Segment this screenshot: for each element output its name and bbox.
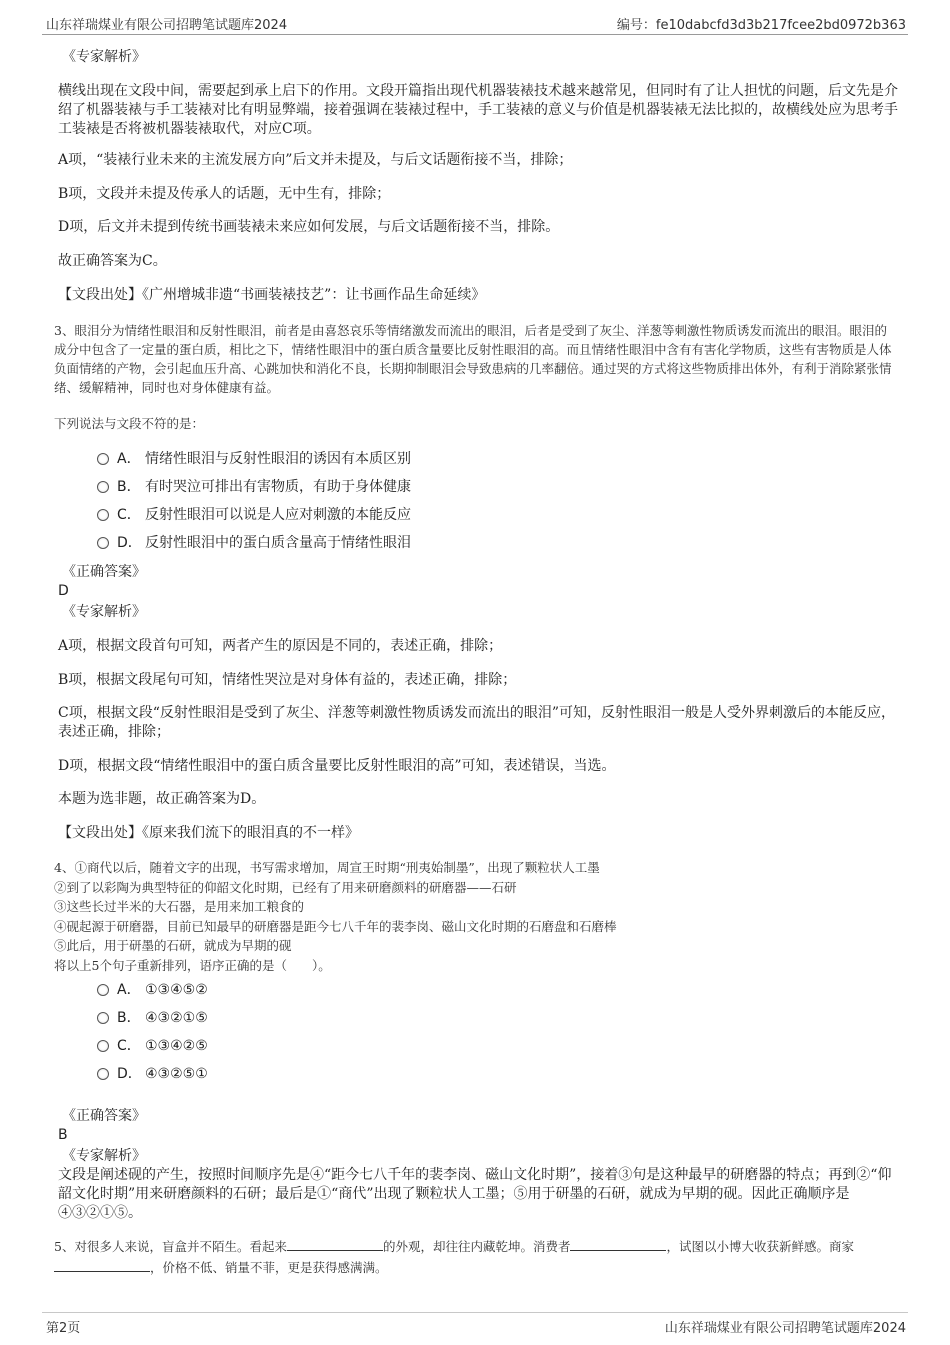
q4-sentence-1: 4、①商代以后，随着文字的出现，书写需求增加，周宣王时期“刑夷始制墨”，出现了颗粒状人工墨 (54, 860, 600, 875)
radio-button-icon[interactable] (97, 1068, 109, 1080)
page-number: 第2页 (46, 1321, 81, 1336)
q5-stem: 5、对很多人来说，盲盒并不陌生。看起来 的外观，却往往内藏乾坤。消费者 ，试图以小博大收获新鲜感。商家，价格不低、销量不菲，更是获得感满满。 (54, 1239, 854, 1275)
q3-option-a[interactable]: A． 情绪性眼泪与反射性眼泪的诱因有本质区别 (97, 449, 411, 469)
radio-button-icon[interactable] (97, 984, 109, 996)
radio-button-icon[interactable] (97, 1040, 109, 1052)
q4-option-c[interactable]: C． ①③④②⑤ (97, 1036, 208, 1056)
page-footer (42, 1312, 908, 1339)
q2-option-d-analysis: D项，后文并未提到传统书画装裱未来应如何发展，与后文话题衔接不当，排除。 (58, 219, 560, 235)
q3-stem: 3、眼泪分为情绪性眼泪和反射性眼泪，前者是由喜怒哀乐等情绪激发而流出的眼泪，后者是受到了灰尘、洋葱等刺激性物质诱发而流出的眼泪。眼泪的成分中包含了一定量的蛋白质，相比之下，情绪性眼泪中的蛋白质含量要比反射性眼泪的高。而且情绪性眼泪中含有有害化学物质，这些有害物质是人体负面情绪的产物，会引起血压升高、心跳加快和消化不良，长期抑制眼泪会导致患病的几率翻倍。通过哭的方式将这些物质排出体外，有利于消除紧张情绪、缓解精神，同时也对身体健康有益。 (54, 323, 892, 395)
q3-option-b[interactable]: B． 有时哭泣可排出有害物质，有助于身体健康 (97, 477, 411, 497)
radio-button-icon[interactable] (97, 481, 109, 493)
q4-analysis: 文段是阐述砚的产生，按照时间顺序先是④“距今七八千年的裴李岗、磁山文化时期”，接着③句是这种最早的研磨器的特点；再到②“仰韶文化时期”用来研磨颜料的石研；最后是①“商代”出现了颗粒状人工墨；⑤用于研墨的石研，就成为早期的砚。因此正确顺序是④③②①⑤。 (58, 1167, 892, 1221)
q4-sentence-2: ②到了以彩陶为典型特征的仰韶文化时期，已经有了用来研磨颜料的研磨器——石研 (54, 879, 517, 895)
q2-conclusion: 故正确答案为C。 (58, 253, 167, 269)
radio-button-icon[interactable] (97, 453, 109, 465)
q4-question: 将以上5个句子重新排列，语序正确的是（ ）。 (54, 957, 331, 973)
q4-answer: B (58, 1127, 68, 1143)
q4-option-d[interactable]: D． ④③②⑤① (97, 1064, 208, 1084)
radio-button-icon[interactable] (97, 537, 109, 549)
q3-option-d-analysis: D项，根据文段“情绪性眼泪中的蛋白质含量要比反射性眼泪的高”可知，表述错误，当选。 (58, 758, 616, 774)
q3-option-a-analysis: A项，根据文段首句可知，两者产生的原因是不同的，表述正确，排除； (58, 638, 503, 654)
q4-expert-label: 《专家解析》 (62, 1148, 146, 1164)
q2-source: 【文段出处】《广州增城非遗“书画装裱技艺”：让书画作品生命延续》 (58, 287, 486, 303)
q2-option-a-analysis: A项，“装裱行业未来的主流发展方向”后文并未提及，与后文话题衔接不当，排除； (58, 152, 573, 168)
fill-blank-2[interactable] (570, 1237, 666, 1251)
q3-option-d[interactable]: D． 反射性眼泪中的蛋白质含量高于情绪性眼泪 (97, 533, 411, 553)
radio-button-icon[interactable] (97, 509, 109, 521)
fill-blank-3[interactable] (54, 1258, 150, 1272)
q3-option-c-analysis: C项，根据文段“反射性眼泪是受到了灰尘、洋葱等刺激性物质诱发而流出的眼泪”可知，反射性眼泪一般是人受外界刺激后的本能反应，表述正确，排除； (58, 705, 896, 740)
radio-button-icon[interactable] (97, 1012, 109, 1024)
q3-conclusion: 本题为选非题，故正确答案为D。 (58, 791, 266, 807)
q4-answer-label: 《正确答案》 (62, 1108, 146, 1124)
q3-source: 【文段出处】《原来我们流下的眼泪真的不一样》 (58, 825, 359, 841)
q4-sentence-3: ③这些长过半米的大石器，是用来加工粮食的 (54, 899, 305, 914)
q2-analysis: 横线出现在文段中间，需要起到承上启下的作用。文段开篇指出现代机器装裱技术越来越常见，但同时有了让人担忧的问题，后文先是介绍了机器装裱与手工装裱对比有明显弊端，接着强调在装裱过程中，手工装裱的意义与价值是机器装裱无法比拟的，故横线处应为思考手工装裱是否将被机器装裱取代，对应C项。 (58, 83, 898, 137)
q3-option-c[interactable]: C． 反射性眼泪可以说是人应对刺激的本能反应 (97, 505, 411, 525)
q2-option-b-analysis: B项，文段并未提及传承人的话题，无中生有，排除； (58, 186, 391, 202)
q3-option-b-analysis: B项，根据文段尾句可知，情绪性哭泣是对身体有益的，表述正确，排除； (58, 672, 517, 688)
q4-sentence-5: ⑤此后，用于研墨的石研，就成为早期的砚 (54, 938, 292, 953)
header-doc-id: 编号：fe10dabcfd3d3b217fcee2bd0972b363 (616, 18, 906, 33)
q4-option-b[interactable]: B． ④③②①⑤ (97, 1008, 208, 1028)
page-header (42, 10, 908, 35)
q4-stem (54, 858, 894, 975)
q3-answer: D (58, 583, 69, 599)
header-title: 山东祥瑞煤业有限公司招聘笔试题库2024 (46, 18, 288, 33)
q3-answer-label: 《正确答案》 (62, 564, 146, 580)
q3-question: 下列说法与文段不符的是： (54, 416, 205, 431)
q3-expert-label: 《专家解析》 (62, 604, 146, 620)
q4-sentence-4: ④砚起源于研磨器，目前已知最早的研磨器是距今七八千年的裴李岗、磁山文化时期的石磨盘和石磨棒 (54, 918, 617, 934)
footer-title: 山东祥瑞煤业有限公司招聘笔试题库2024 (664, 1321, 906, 1336)
q2-expert-label: 《专家解析》 (62, 49, 146, 65)
q4-option-a[interactable]: A． ①③④⑤② (97, 980, 208, 1000)
fill-blank-1[interactable] (287, 1237, 383, 1251)
